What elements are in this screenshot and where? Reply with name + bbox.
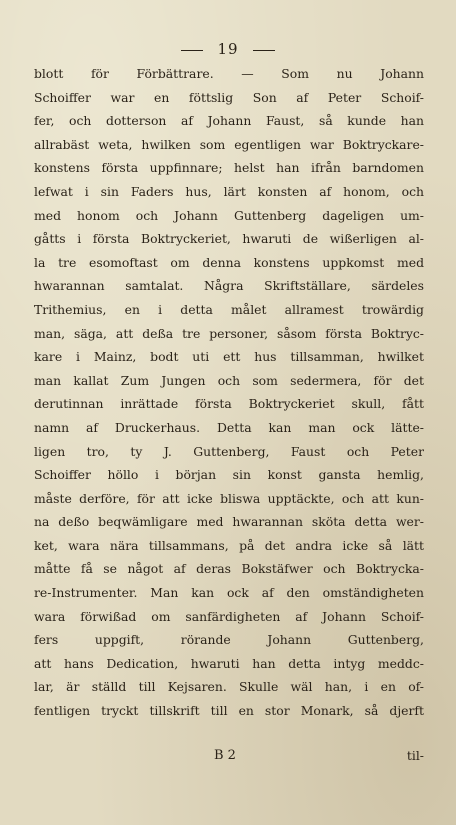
text-line: man, säga, att deßa tre personer, såsom första Boktryc- — [34, 325, 424, 341]
text-line: wara förwißad om sanfärdigheten af Johann Schoif- — [34, 608, 424, 624]
text-line: lefwat i sin Faders hus, lärt konsten af honom, och — [34, 183, 424, 199]
text-line: allrabäst weta, hwilken som egentligen war Boktryckare- — [34, 136, 424, 152]
text-line: derutinnan inrättade första Boktryckeriet skull, fått — [34, 396, 424, 412]
text-line: måste derföre, för att icke bliswa upptäckte, och att kun- — [34, 490, 424, 506]
header-dash-left — [181, 50, 203, 51]
text-line: Schoiffer höllo i början sin konst gansta hemlig, — [34, 467, 424, 483]
text-line: hwarannan samtalat. Några Skriftställare, särdeles — [34, 278, 424, 294]
text-line: med honom och Johann Guttenberg dageligen um- — [34, 207, 424, 223]
page-footer — [34, 748, 424, 772]
page-number: 19 — [217, 40, 239, 58]
text-line: gåtts i första Boktryckeriet, hwaruti de wißerligen al- — [34, 231, 424, 247]
text-line: ligen tro, ty J. Guttenberg, Faust och Peter — [34, 443, 424, 459]
text-line: fer, och dotterson af Johann Faust, så kunde han — [34, 113, 424, 129]
text-line: blott för Förbättrare. — Som nu Johann — [34, 66, 424, 81]
text-line: kare i Mainz, bodt uti ett hus tillsamman, hwilket — [34, 349, 424, 365]
text-line: fentligen tryckt tillskrift till en stor Monark, så djerft — [34, 703, 424, 719]
text-line: lar, är ställd till Kejsaren. Skulle wäl han, i en of- — [34, 679, 424, 695]
text-line: ket, wara nära tillsammans, på det andra icke så lätt — [34, 537, 424, 553]
text-line: måtte få se något af deras Bokstäfwer och Boktrycka- — [34, 561, 424, 577]
text-line: fers uppgift, rörande Johann Guttenberg, — [34, 632, 424, 648]
text-line: namn af Druckerhaus. Detta kan man ock lätte- — [34, 419, 424, 435]
text-line: re-Instrumenter. Man kan ock af den omständigheten — [34, 585, 424, 601]
text-line: na deßo beqwämligare med hwarannan sköta detta wer- — [34, 514, 424, 530]
text-line: konstens första uppfinnare; helst han ifrån barndomen — [34, 160, 424, 176]
signature-mark: B 2 — [214, 748, 236, 763]
text-line: la tre esomoftast om denna konstens uppkomst med — [34, 254, 424, 270]
text-line: att hans Dedication, hwaruti han detta intyg meddc- — [34, 655, 424, 671]
page-header — [0, 40, 456, 58]
text-line: Schoiffer war en föttslig Son af Peter Schoif- — [34, 89, 424, 105]
text-line: man kallat Zum Jungen och som sedermera, för det — [34, 372, 424, 388]
catchword: til- — [406, 748, 424, 763]
body-text — [34, 62, 424, 723]
text-line: Trithemius, en i detta målet allramest trowärdig — [34, 301, 424, 317]
header-dash-right — [253, 50, 275, 51]
